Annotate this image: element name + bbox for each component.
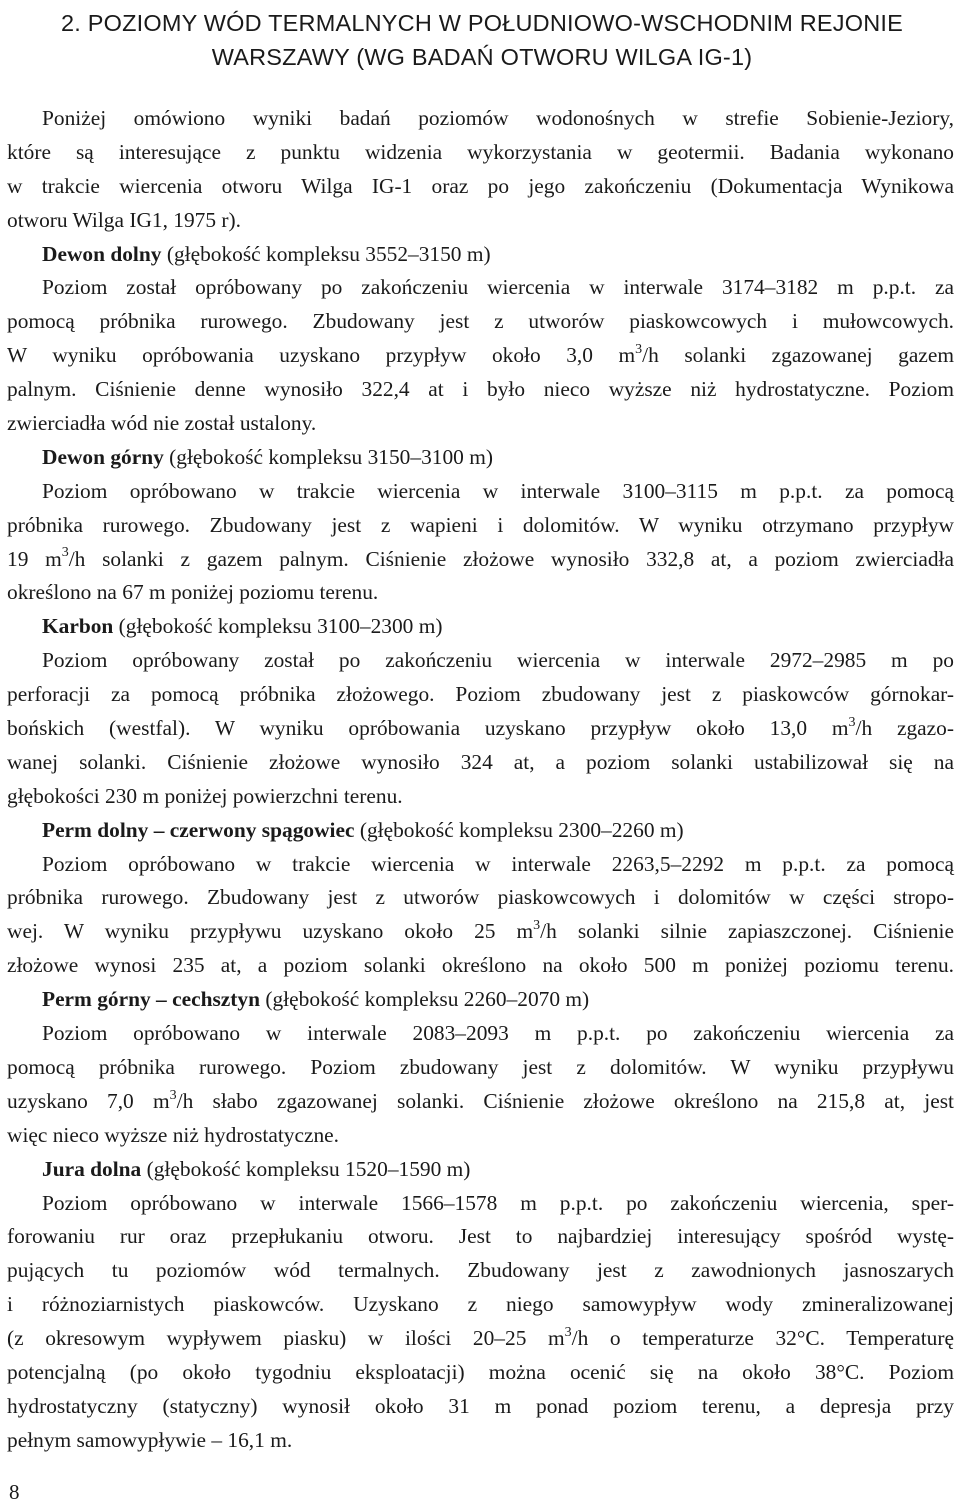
subsection-depth: (głębokość kompleksu 2260–2070 m) (260, 987, 590, 1012)
text-line: otworu Wilga IG1, 1975 r). (7, 207, 242, 232)
text-line: wanej solanki. Ciśnienie złożowe wynosiło 324 at, a poziom solanki ustabilizował się na (7, 749, 954, 774)
text-line (7, 712, 954, 746)
text-line: zwierciadła wód nie został ustalony. (7, 411, 317, 436)
text-span: /h o temperaturze 32°C. Temperaturę (571, 1326, 954, 1351)
subsection-name: Perm górny – cechsztyn (42, 987, 261, 1012)
text-line: Poziom opróbowano w interwale 2083–2093 m p.p.t. po zakończeniu wiercenia za (42, 1021, 954, 1046)
text-line: Poziom opróbowano w trakcie wiercenia w interwale 2263,5–2292 m p.p.t. za pomocą (42, 851, 954, 876)
text-line: w trakcie wiercenia otworu Wilga IG-1 oraz po jego zakończeniu (Dokumentacja Wynikowa (7, 173, 954, 198)
text-line (7, 1085, 954, 1119)
text-span: W wyniku opróbowania uzyskano przypływ około 3,0 m (7, 343, 636, 368)
subsection-heading-karbon (7, 610, 954, 644)
superscript: 3 (169, 1087, 177, 1103)
subsection-heading-dewon-gorny (7, 441, 954, 475)
superscript: 3 (533, 918, 541, 934)
text-line: Poziom opróbowano w trakcie wiercenia w interwale 3100–3115 m p.p.t. za pomocą (42, 478, 954, 503)
text-line: pomocą próbnika rurowego. Poziom zbudowany jest z dolomitów. W wyniku przypływu (7, 1054, 954, 1079)
text-line (7, 1322, 954, 1356)
subsection-name: Dewon dolny (42, 241, 162, 266)
subsection-depth: (głębokość kompleksu 2300–2260 m) (354, 817, 684, 842)
text-line: i różnoziarnistych piaskowców. Uzyskano z niego samowypływ wody zmineralizowanej (7, 1292, 954, 1317)
superscript: 3 (848, 714, 856, 730)
text-line: hydrostatyczny (statyczny) wynosił około 31 m ponad poziom terenu, a depresja przy (7, 1393, 954, 1418)
section-heading (32, 6, 932, 74)
text-line: które są interesujące z punktu widzenia wykorzystania w geotermii. Badania wykonano (7, 139, 954, 164)
subsection-name: Dewon górny (42, 444, 164, 469)
text-line: Poniżej omówiono wyniki badań poziomów wodonośnych w strefie Sobienie-Jeziory, (42, 106, 954, 130)
text-line: pełnym samowypływie – 16,1 m. (7, 1427, 293, 1452)
text-line (7, 915, 954, 949)
text-line: perforacji za pomocą próbnika złożowego. Poziom zbudowany jest z piaskowców górnokar- (7, 682, 954, 707)
subsection-heading-perm-dolny (7, 814, 954, 848)
text-line: potencjalną (po około tygodniu eksploatacji) można ocenić się na około 38°C. Poziom (7, 1359, 954, 1384)
subsection-heading-perm-gorny (7, 983, 954, 1017)
text-line (7, 543, 954, 577)
text-line (7, 339, 954, 373)
text-span: /h solanki silnie zapiaszczonej. Ciśnienie (540, 919, 954, 944)
text-line: próbnika rurowego. Zbudowany jest z utworów piaskowcowych i dolomitów w części stropo- (7, 885, 954, 910)
text-span: 19 m (7, 546, 62, 571)
text-span: /h solanki z gazem palnym. Ciśnienie złożowe wynosiło 332,8 at, a poziom zwierciadła (68, 546, 954, 571)
text-span: wej. W wyniku przypływu uzyskano około 25 m (7, 919, 534, 944)
body-text (7, 102, 954, 1458)
text-line: palnym. Ciśnienie denne wynosiło 322,4 at i było nieco wyższe niż hydrostatyczne. Poziom (7, 377, 954, 402)
superscript: 3 (564, 1324, 572, 1340)
subsection-name: Karbon (42, 614, 114, 639)
text-span: uzyskano 7,0 m (7, 1088, 170, 1113)
text-line: Poziom opróbowany został po zakończeniu wiercenia w interwale 2972–2985 m po (42, 648, 954, 673)
subsection-name: Perm dolny – czerwony spągowiec (42, 817, 355, 842)
text-line: próbnika rurowego. Zbudowany jest z wapieni i dolomitów. W wyniku otrzymano przypływ (7, 512, 954, 537)
text-line: pujących tu poziomów wód termalnych. Zbudowany jest z zawodnionych jasnoszarych (7, 1258, 954, 1283)
text-line: głębokości 230 m poniżej powierzchni terenu. (7, 783, 403, 808)
text-line: Poziom został opróbowany po zakończeniu wiercenia w interwale 3174–3182 m p.p.t. za (42, 275, 954, 300)
text-line: złożowe wynosi 235 at, a poziom solanki określono na około 500 m poniżej poziomu terenu. (7, 953, 954, 978)
heading-line-1: 2. POZIOMY WÓD TERMALNYCH W POŁUDNIOWO-WSCHODNIM REJONIE (60, 10, 903, 36)
text-span: /h solanki zgazowanej gazem (642, 343, 954, 368)
subsection-name: Jura dolna (42, 1156, 142, 1181)
text-span: bońskich (westfal). W wyniku opróbowania uzyskano przypływ około 13,0 m (7, 716, 849, 741)
text-line: Poziom opróbowano w interwale 1566–1578 m p.p.t. po zakończeniu wiercenia, sper- (42, 1190, 954, 1215)
heading-line-2: WARSZAWY (WG BADAŃ OTWORU WILGA IG-1) (211, 44, 753, 70)
subsection-depth: (głębokość kompleksu 1520–1590 m) (141, 1156, 471, 1181)
subsection-heading-dewon-dolny (7, 238, 954, 272)
text-line: pomocą próbnika rurowego. Zbudowany jest z utworów piaskowcowych i mułowcowych. (7, 309, 954, 334)
text-line: więc nieco wyższe niż hydrostatyczne. (7, 1122, 340, 1147)
page-number: 8 (9, 1480, 20, 1504)
subsection-heading-jura-dolna (7, 1153, 954, 1187)
subsection-depth: (głębokość kompleksu 3150–3100 m) (163, 444, 493, 469)
text-line: określono na 67 m poniżej poziomu terenu. (7, 580, 379, 605)
superscript: 3 (61, 545, 69, 561)
superscript: 3 (635, 342, 643, 358)
text-line: forowaniu rur oraz przepłukaniu otworu. Jest to najbardziej interesujący spośród wystę- (7, 1224, 954, 1249)
subsection-depth: (głębokość kompleksu 3100–2300 m) (113, 614, 443, 639)
text-span: /h słabo zgazowanej solanki. Ciśnienie złożowe określono na 215,8 at, jest (176, 1088, 954, 1113)
text-span: /h zgazo- (855, 716, 954, 741)
text-span: (z okresowym wypływem piasku) w ilości 20–25 m (7, 1326, 565, 1351)
subsection-depth: (głębokość kompleksu 3552–3150 m) (161, 241, 491, 266)
